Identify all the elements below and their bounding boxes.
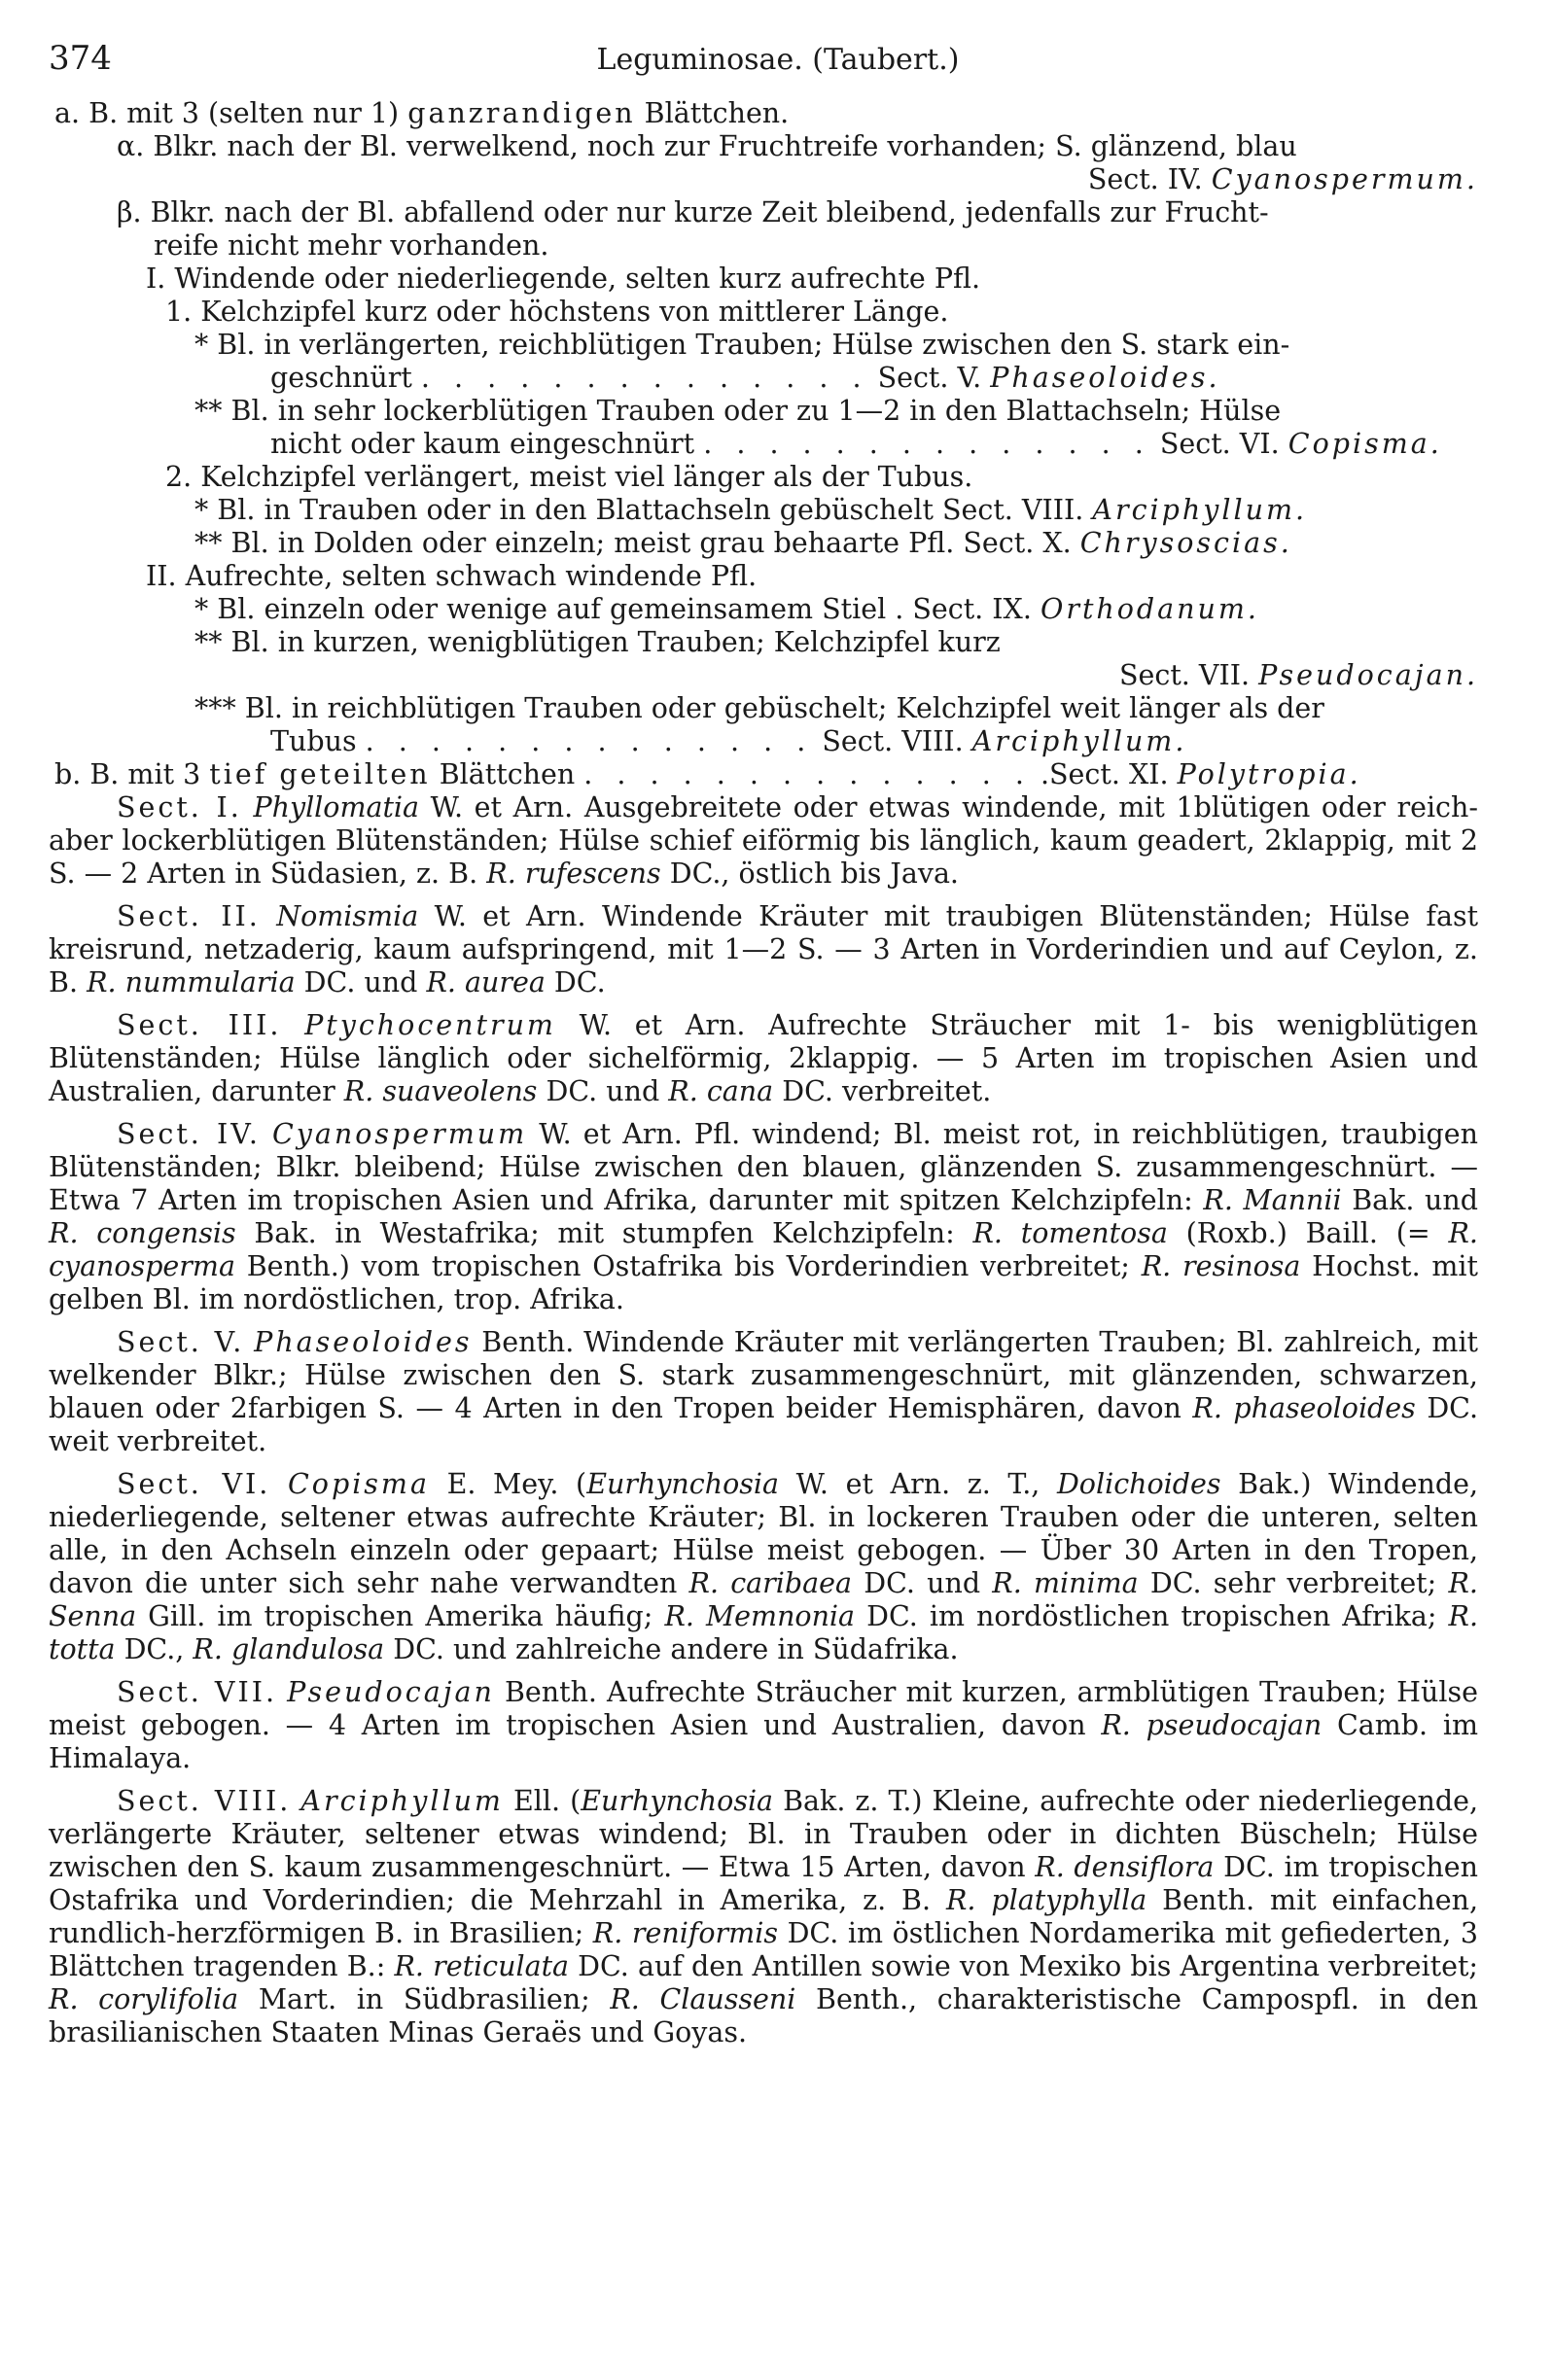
section-II: Sect. II. Nomismia W. et Arn. Windende Kräuter mit traubigen Blütenständen; Hülse fast kreisrund, netzaderig, kaum aufspringend, mit 1—2 S. — 3 Arten in Vorderindien und auf Ceylon, z. B. R. nummularia DC. und R. aurea DC. <box>49 900 1479 998</box>
section-descriptions <box>49 791 1507 2049</box>
key-line-alpha: α. Blkr. nach der Bl. verwelkend, noch zur Fruchtreife vorhanden; S. glänzend, blau <box>117 130 1297 162</box>
page-number: 374 <box>49 39 112 78</box>
key-line-s3: * Bl. in Trauben oder in den Blattachseln gebüschelt Sect. VIII. Arciphyllum. <box>194 494 1308 526</box>
running-title: Leguminosae. (Taubert.) <box>596 43 960 77</box>
key-line-s7-cont: Tubus . . . . . . . . . . . . . . Sect. VIII. Arciphyllum. <box>270 725 1187 757</box>
key-line-b: b. B. mit 3 tief geteilten Blättchen . . . . . . . . . . . . . . .Sect. XI. Polytropia. <box>54 758 1361 790</box>
key-line-s7: *** Bl. in reichblütigen Trauben oder gebüschelt; Kelchzipfel weit länger als der <box>194 692 1324 724</box>
key-line-s5: * Bl. einzeln oder wenige auf gemeinsamem Stiel . Sect. IX. Orthodanum. <box>194 593 1259 625</box>
key-line-beta: β. Blkr. nach der Bl. abfallend oder nur kurze Zeit bleibend, jedenfalls zur Frucht- <box>117 196 1269 228</box>
key-line-s4: ** Bl. in Dolden oder einzeln; meist grau behaarte Pfl. Sect. X. Chrysoscias. <box>194 527 1292 559</box>
key-line-beta-cont: reife nicht mehr vorhanden. <box>154 229 549 262</box>
section-IV: Sect. IV. Cyanospermum W. et Arn. Pfl. windend; Bl. meist rot, in reichblütigen, traubigen Blütenständen; Blkr. bleibend; Hülse zwischen den blauen, glänzenden S. zusammengeschnürt. — Etwa 7 Arten im tropischen Asien und Afrika, darunter mit spitzen Kelchzipfeln: R. Mannii Bak. und R. congensis Bak. in Westafrika; mit stumpfen Kelchzipfeln: R. tomentosa (Roxb.) Baill. (= R. cyanosperma Benth.) vom tropischen Ostafrika bis Vorderindien verbreitet; R. resinosa Hochst. mit gelben Bl. im nordöstlichen, trop. Afrika. <box>49 1118 1479 1315</box>
key-line-s6-result: Sect. VII. Pseudocajan. <box>1118 659 1478 691</box>
key-line-s1-cont: geschnürt . . . . . . . . . . . . . . Sect. V. Phaseoloides. <box>270 362 1220 394</box>
document-page <box>49 39 1507 2049</box>
section-VI: Sect. VI. Copisma E. Mey. (Eurhynchosia W. et Arn. z. T., Dolichoides Bak.) Windende, niederliegende, seltener etwas aufrechte Kräuter; Bl. in lockeren Trauben oder die unteren, selten alle, in den Achseln einzeln oder gepaart; Hülse meist gebogen. — Über 30 Arten in den Tropen, davon die unter sich sehr nahe verwandten R. caribaea DC. und R. minima DC. sehr verbreitet; R. Senna Gill. im tropischen Amerika häufig; R. Memnonia DC. im nordöstlichen tropischen Afrika; R. totta DC., R. glandulosa DC. und zahlreiche andere in Südafrika. <box>49 1468 1479 1665</box>
section-VIII: Sect. VIII. Arciphyllum Ell. (Eurhynchosia Bak. z. T.) Kleine, aufrechte oder niederliegende, verlängerte Kräuter, seltener etwas windend; Bl. in Trauben oder in dichten Büscheln; Hülse zwischen den S. kaum zusammengeschnürt. — Etwa 15 Arten, davon R. densiflora DC. im tropischen Ostafrika und Vorderindien; die Mehrzahl in Amerika, z. B. R. platyphylla Benth. mit einfachen, rundlich-herzförmigen B. in Brasilien; R. reniformis DC. im östlichen Nordamerika mit gefiederten, 3 Blättchen tragenden B.: R. reticulata DC. auf den Antillen sowie von Mexiko bis Argentina verbreitet; R. corylifolia Mart. in Südbrasilien; R. Clausseni Benth., charakteristische Campospfl. in den brasilianischen Staaten Minas Geraës und Goyas. <box>49 1785 1479 2048</box>
key-line-I2: 2. Kelchzipfel verlängert, meist viel länger als der Tubus. <box>165 461 973 493</box>
section-I: Sect. I. Phyllomatia W. et Arn. Ausgebreitete oder etwas windende, mit 1blütigen oder reich- aber lockerblütigen Blütenständen; Hülse schief eiförmig bis länglich, kaum geadert, 2klappig, mit 2 S. — 2 Arten in Südasien, z. B. R. rufescens DC., östlich bis Java. <box>49 791 1478 890</box>
identification-key <box>49 97 1507 791</box>
key-line-I1: 1. Kelchzipfel kurz oder höchstens von mittlerer Länge. <box>165 296 949 328</box>
key-line-I: I. Windende oder niederliegende, selten kurz aufrechte Pfl. <box>146 262 981 295</box>
section-V: Sect. V. Phaseoloides Benth. Windende Kräuter mit verlängerten Trauben; Bl. zahlreich, mit welkender Blkr.; Hülse zwischen den S. stark zusammengeschnürt, mit glänzenden, schwarzen, blauen oder 2farbigen S. — 4 Arten in den Tropen beider Hemisphären, davon R. phaseoloides DC. weit verbreitet. <box>49 1326 1479 1457</box>
key-line-s2-cont: nicht oder kaum eingeschnürt . . . . . . . . . . . . . . Sect. VI. Copisma. <box>270 428 1442 460</box>
key-line-II: II. Aufrechte, selten schwach windende Pfl. <box>146 560 758 592</box>
section-VII: Sect. VII. Pseudocajan Benth. Aufrechte Sträucher mit kurzen, armblütigen Trauben; Hülse meist gebogen. — 4 Arten im tropischen Asien und Australien, davon R. pseudocajan Camb. im Himalaya. <box>49 1676 1479 1774</box>
key-line-alpha-result: Sect. IV. Cyanospermum. <box>1087 163 1478 195</box>
key-line-s1: * Bl. in verlängerten, reichblütigen Trauben; Hülse zwischen den S. stark ein- <box>194 329 1290 361</box>
key-line-s2: ** Bl. in sehr lockerblütigen Trauben oder zu 1—2 in den Blattachseln; Hülse <box>194 395 1282 427</box>
section-III: Sect. III. Ptychocentrum W. et Arn. Aufrechte Sträucher mit 1- bis wenigblütigen Blütenständen; Hülse länglich oder sichelförmig, 2klappig. — 5 Arten im tropischen Asien und Australien, darunter R. suaveolens DC. und R. cana DC. verbreitet. <box>49 1009 1478 1107</box>
page-header <box>49 39 1507 97</box>
key-line-a: a. B. mit 3 (selten nur 1) ganzrandigen Blättchen. <box>54 97 790 129</box>
key-line-s6: ** Bl. in kurzen, wenigblütigen Trauben; Kelchzipfel kurz <box>194 626 1001 658</box>
